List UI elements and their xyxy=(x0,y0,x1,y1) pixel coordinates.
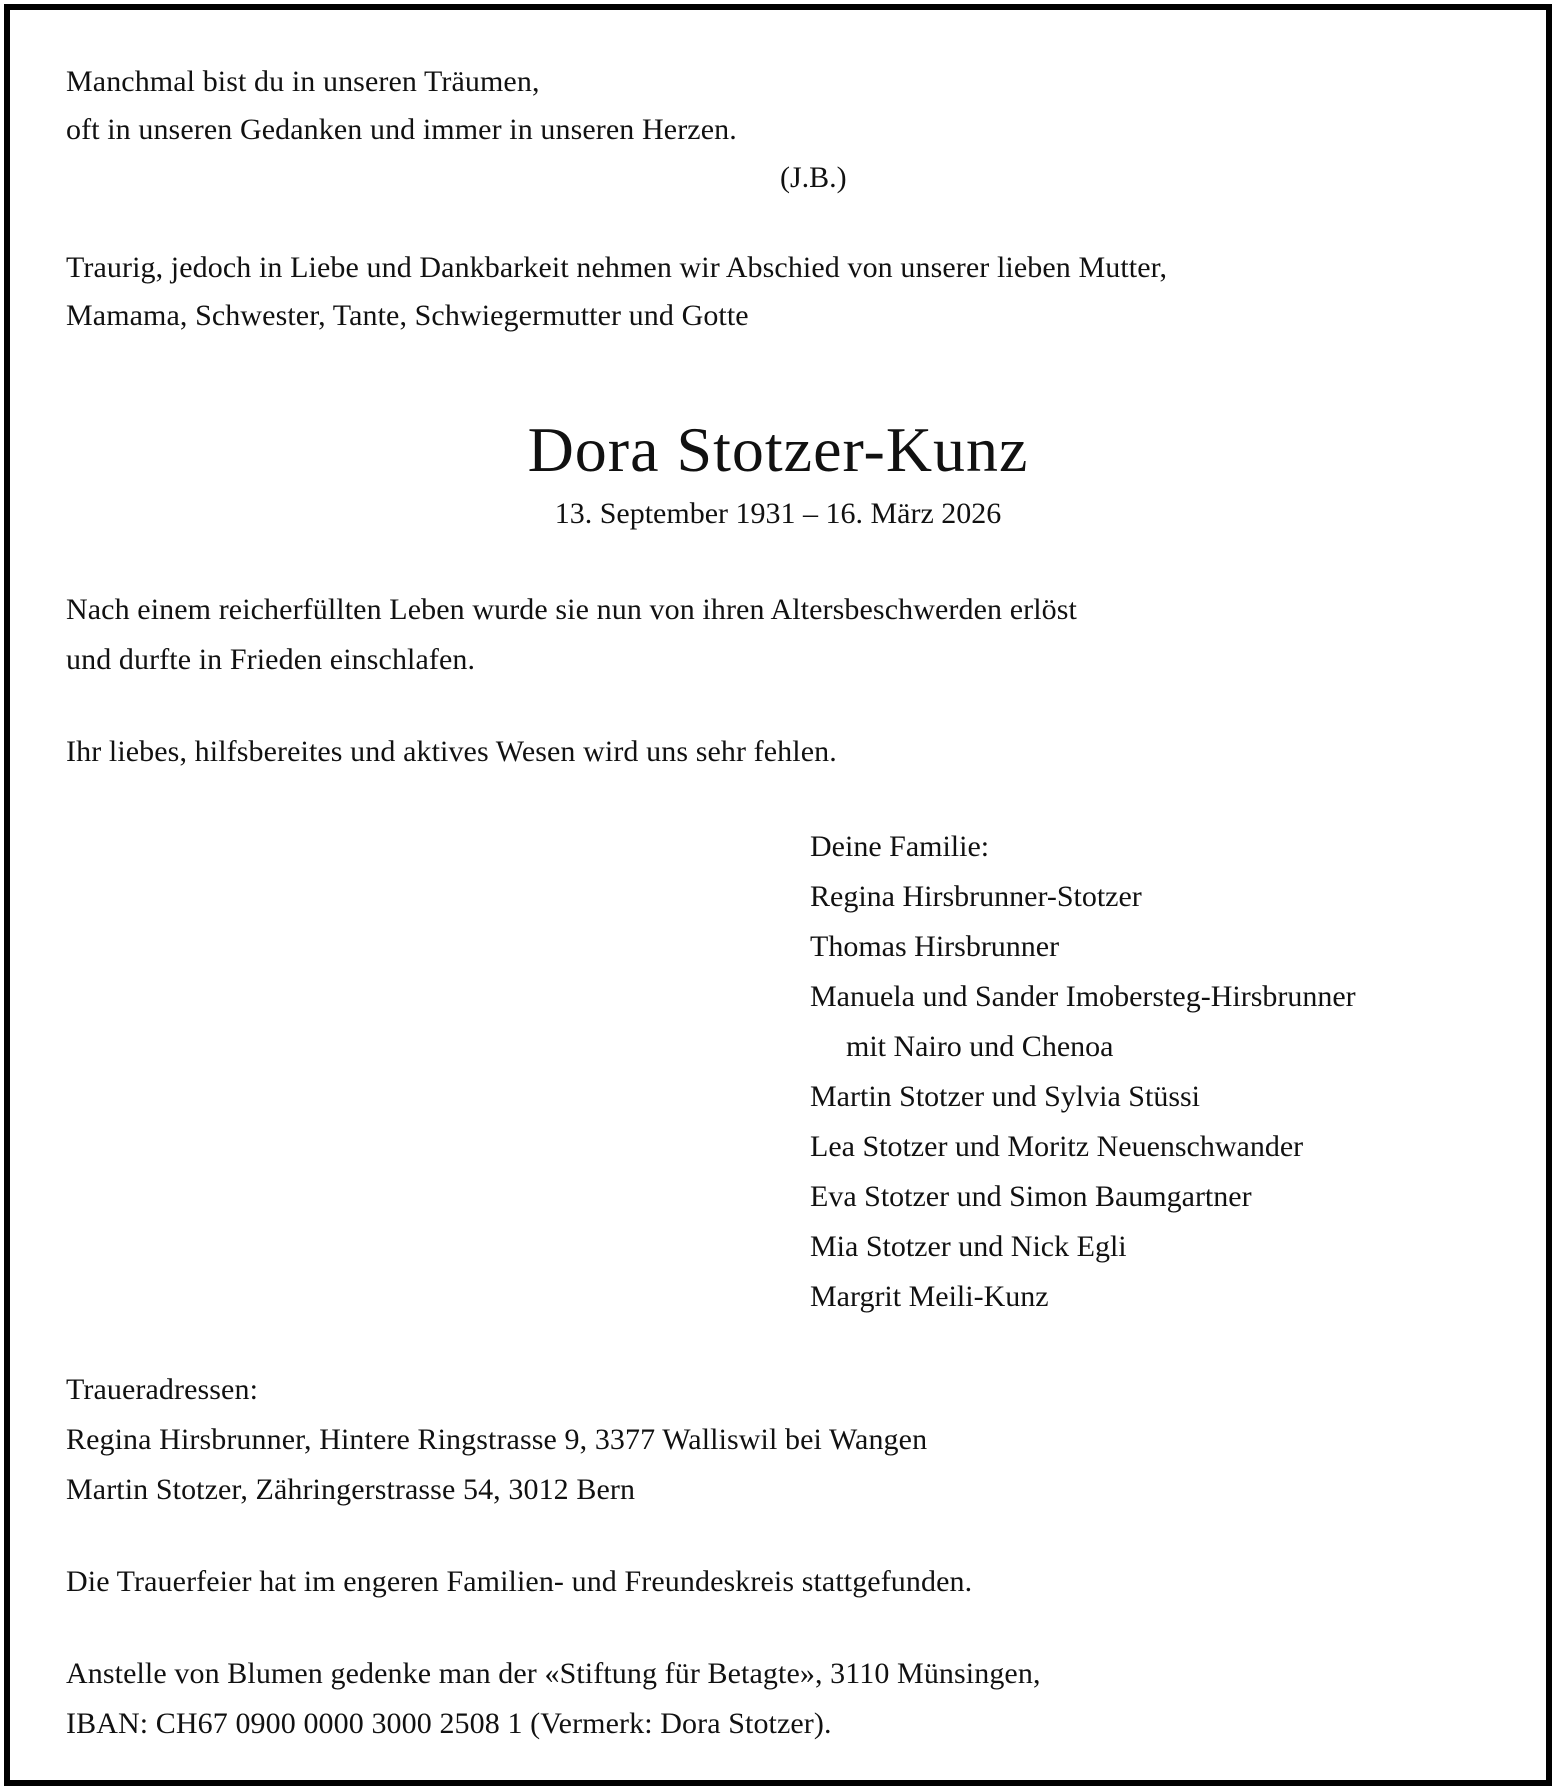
quote-line-2: oft in unseren Gedanken und immer in unseren Herzen. xyxy=(66,113,737,146)
donation-line-1: Anstelle von Blumen gedenke man der «Stiftung für Betagte», 3110 Münsingen, xyxy=(66,1657,1041,1690)
family-heading: Deine Familie: xyxy=(810,830,990,863)
ceremony-note: Die Trauerfeier hat im engeren Familien- und Freundeskreis stattgefunden. xyxy=(66,1565,973,1598)
addresses-heading: Traueradressen: xyxy=(66,1373,259,1406)
obituary-notice xyxy=(4,4,1552,1786)
family-member: Mia Stotzer und Nick Egli xyxy=(810,1230,1127,1263)
family-member: Martin Stotzer und Sylvia Stüssi xyxy=(810,1080,1200,1113)
family-member: Eva Stotzer und Simon Baumgartner xyxy=(810,1180,1252,1213)
family-member: Margrit Meili-Kunz xyxy=(810,1280,1049,1313)
donation-line-2: IBAN: CH67 0900 0000 3000 2508 1 (Vermerk: Dora Stotzer). xyxy=(66,1707,832,1740)
deceased-name: Dora Stotzer-Kunz xyxy=(527,414,1029,485)
intro-line-2: Mamama, Schwester, Tante, Schwiegermutter und Gotte xyxy=(66,299,749,332)
family-member: Lea Stotzer und Moritz Neuenschwander xyxy=(810,1130,1304,1163)
address-line-1: Regina Hirsbrunner, Hintere Ringstrasse 9, 3377 Walliswil bei Wangen xyxy=(66,1423,928,1456)
quote-line-1: Manchmal bist du in unseren Träumen, xyxy=(66,65,540,98)
body-line-3: Ihr liebes, hilfsbereites und aktives Wesen wird uns sehr fehlen. xyxy=(66,735,837,768)
address-line-2: Martin Stotzer, Zähringerstrasse 54, 3012 Bern xyxy=(66,1473,636,1506)
life-dates: 13. September 1931 – 16. März 2026 xyxy=(554,497,1002,530)
quote-attribution: (J.B.) xyxy=(780,161,847,194)
family-member: Thomas Hirsbrunner xyxy=(810,930,1060,963)
family-member: Regina Hirsbrunner-Stotzer xyxy=(810,880,1142,913)
intro-line-1: Traurig, jedoch in Liebe und Dankbarkeit nehmen wir Abschied von unserer lieben Mutter, xyxy=(66,251,1168,284)
family-member: Manuela und Sander Imobersteg-Hirsbrunner xyxy=(810,980,1356,1013)
body-line-1: Nach einem reicherfüllten Leben wurde sie nun von ihren Altersbeschwerden erlöst xyxy=(66,593,1077,626)
family-list xyxy=(810,822,1356,1322)
family-member-children: mit Nairo und Chenoa xyxy=(846,1030,1114,1063)
body-line-2: und durfte in Frieden einschlafen. xyxy=(66,643,476,676)
